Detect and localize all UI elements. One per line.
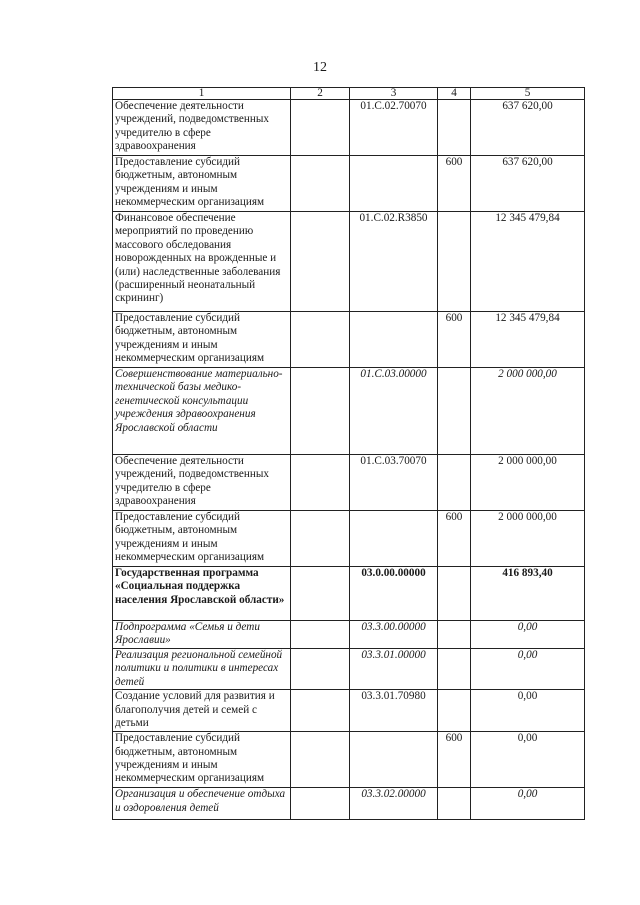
row-type-cell bbox=[438, 368, 471, 455]
table-row bbox=[113, 511, 585, 567]
row-amount-cell: 0,00 bbox=[471, 649, 585, 690]
row-amount-cell: 0,00 bbox=[471, 690, 585, 732]
row-col2-cell bbox=[291, 455, 350, 511]
table-header-row bbox=[113, 88, 585, 100]
row-code-cell: 03.3.01.00000 bbox=[350, 649, 438, 690]
row-amount-cell: 416 893,40 bbox=[471, 567, 585, 621]
row-col2-cell bbox=[291, 156, 350, 212]
table-row bbox=[113, 649, 585, 690]
row-amount-cell: 12 345 479,84 bbox=[471, 212, 585, 312]
row-name-cell: Предоставление субсидий бюджетным, автономным учреждениям и иным некоммерческим организациям bbox=[113, 511, 291, 567]
row-col2-cell bbox=[291, 100, 350, 156]
row-col2-cell bbox=[291, 511, 350, 567]
table-row bbox=[113, 621, 585, 649]
row-code-cell bbox=[350, 312, 438, 368]
row-name-cell: Реализация региональной семейной политики и политики в интересах детей bbox=[113, 649, 291, 690]
row-amount-cell: 0,00 bbox=[471, 788, 585, 820]
header-col-4: 4 bbox=[438, 88, 471, 100]
row-type-cell: 600 bbox=[438, 312, 471, 368]
row-type-cell bbox=[438, 567, 471, 621]
row-name-cell: Обеспечение деятельности учреждений, подведомственных учредителю в сфере здравоохранения bbox=[113, 455, 291, 511]
row-code-cell: 03.3.00.00000 bbox=[350, 621, 438, 649]
row-code-cell: 03.0.00.00000 bbox=[350, 567, 438, 621]
row-type-cell bbox=[438, 621, 471, 649]
table-row bbox=[113, 100, 585, 156]
row-name-cell: Государственная программа «Социальная поддержка населения Ярославской области» bbox=[113, 567, 291, 621]
row-type-cell bbox=[438, 690, 471, 732]
table-row bbox=[113, 690, 585, 732]
row-name-cell: Организация и обеспечение отдыха и оздоровления детей bbox=[113, 788, 291, 820]
row-type-cell bbox=[438, 100, 471, 156]
row-type-cell: 600 bbox=[438, 511, 471, 567]
row-amount-cell: 2 000 000,00 bbox=[471, 455, 585, 511]
row-col2-cell bbox=[291, 621, 350, 649]
row-code-cell: 01.С.03.00000 bbox=[350, 368, 438, 455]
table-body bbox=[113, 100, 585, 820]
budget-table bbox=[112, 87, 585, 820]
row-type-cell: 600 bbox=[438, 156, 471, 212]
row-col2-cell bbox=[291, 212, 350, 312]
row-code-cell: 03.3.02.00000 bbox=[350, 788, 438, 820]
row-type-cell bbox=[438, 649, 471, 690]
row-amount-cell: 0,00 bbox=[471, 732, 585, 788]
row-col2-cell bbox=[291, 788, 350, 820]
table-row bbox=[113, 156, 585, 212]
row-col2-cell bbox=[291, 312, 350, 368]
row-amount-cell: 637 620,00 bbox=[471, 100, 585, 156]
row-type-cell bbox=[438, 212, 471, 312]
row-code-cell bbox=[350, 156, 438, 212]
row-amount-cell: 2 000 000,00 bbox=[471, 511, 585, 567]
table-row bbox=[113, 312, 585, 368]
row-name-cell: Предоставление субсидий бюджетным, автономным учреждениям и иным некоммерческим организациям bbox=[113, 312, 291, 368]
row-name-cell: Предоставление субсидий бюджетным, автономным учреждениям и иным некоммерческим организациям bbox=[113, 156, 291, 212]
row-code-cell: 01.С.03.70070 bbox=[350, 455, 438, 511]
page-number: 12 bbox=[313, 60, 327, 75]
row-name-cell: Совершенствование материально-технической базы медико-генетической консультации учреждения здравоохранения Ярославской области bbox=[113, 368, 291, 455]
header-col-2: 2 bbox=[291, 88, 350, 100]
header-col-1: 1 bbox=[113, 88, 291, 100]
table-row bbox=[113, 368, 585, 455]
row-type-cell: 600 bbox=[438, 732, 471, 788]
row-code-cell: 01.С.02.70070 bbox=[350, 100, 438, 156]
table-row bbox=[113, 788, 585, 820]
row-amount-cell: 0,00 bbox=[471, 621, 585, 649]
row-name-cell: Финансовое обеспечение мероприятий по проведению массового обследования новорожденных на врожденные и (или) наследственные заболевания (расширенный неонатальный скрининг) bbox=[113, 212, 291, 312]
row-name-cell: Подпрограмма «Семья и дети Ярославии» bbox=[113, 621, 291, 649]
row-code-cell: 03.3.01.70980 bbox=[350, 690, 438, 732]
row-name-cell: Обеспечение деятельности учреждений, подведомственных учредителю в сфере здравоохранения bbox=[113, 100, 291, 156]
row-code-cell bbox=[350, 511, 438, 567]
row-col2-cell bbox=[291, 732, 350, 788]
row-type-cell bbox=[438, 455, 471, 511]
row-name-cell: Создание условий для развития и благополучия детей и семей с детьми bbox=[113, 690, 291, 732]
row-code-cell: 01.С.02.R3850 bbox=[350, 212, 438, 312]
row-amount-cell: 2 000 000,00 bbox=[471, 368, 585, 455]
row-amount-cell: 637 620,00 bbox=[471, 156, 585, 212]
row-name-cell: Предоставление субсидий бюджетным, автономным учреждениям и иным некоммерческим организациям bbox=[113, 732, 291, 788]
row-col2-cell bbox=[291, 368, 350, 455]
table-row bbox=[113, 732, 585, 788]
table-row bbox=[113, 212, 585, 312]
table-row bbox=[113, 567, 585, 621]
row-col2-cell bbox=[291, 567, 350, 621]
table-row bbox=[113, 455, 585, 511]
row-amount-cell: 12 345 479,84 bbox=[471, 312, 585, 368]
header-col-3: 3 bbox=[350, 88, 438, 100]
row-col2-cell bbox=[291, 690, 350, 732]
row-col2-cell bbox=[291, 649, 350, 690]
row-code-cell bbox=[350, 732, 438, 788]
row-type-cell bbox=[438, 788, 471, 820]
header-col-5: 5 bbox=[471, 88, 585, 100]
